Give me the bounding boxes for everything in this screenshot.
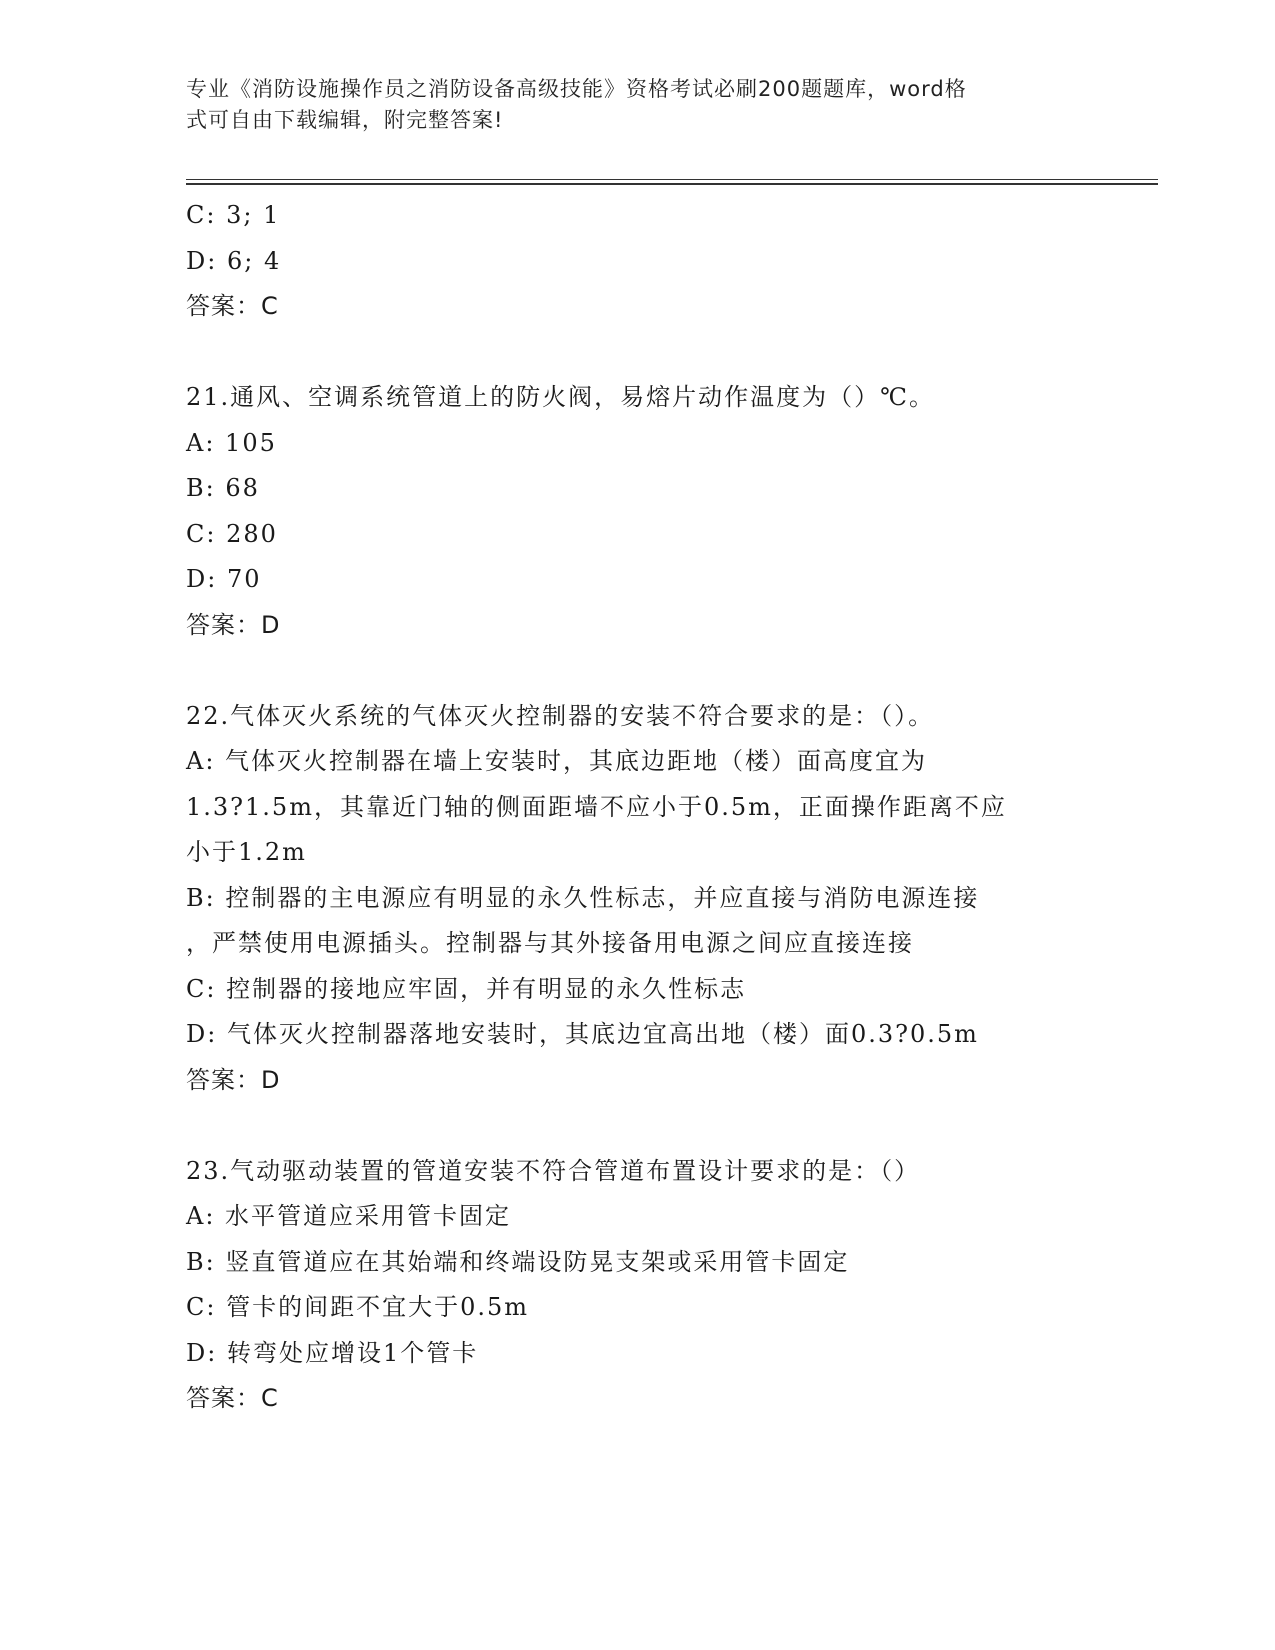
option-c: C: 控制器的接地应牢固，并有明显的永久性标志 bbox=[186, 974, 747, 1003]
question-text: 22.气体灭火系统的气体灭火控制器的安装不符合要求的是：（）。 bbox=[186, 701, 935, 730]
option-b: B: 竖直管道应在其始端和终端设防晃支架或采用管卡固定 bbox=[186, 1247, 850, 1276]
option-d: D: 气体灭火控制器落地安装时，其底边宜高出地（楼）面0.3?0.5m bbox=[186, 1020, 979, 1048]
question-text: 23.气动驱动装置的管道安装不符合管道布置设计要求的是：（） bbox=[186, 1156, 921, 1185]
option-d: D: 6; 4 bbox=[186, 246, 282, 275]
question-text: 21.通风、空调系统管道上的防火阀，易熔片动作温度为（）℃。 bbox=[186, 383, 936, 411]
prev-question-tail bbox=[186, 193, 1086, 330]
option-c: C: 3; 1 bbox=[186, 201, 281, 229]
header-line-1: 专业《消防设施操作员之消防设备高级技能》资格考试必刷200题题库，word格 bbox=[186, 77, 967, 101]
spacer bbox=[186, 330, 1086, 376]
question-21 bbox=[186, 375, 1086, 648]
document-header bbox=[186, 74, 1066, 136]
option-c: C: 管卡的间距不宜大于0.5m bbox=[186, 1293, 530, 1321]
option-c: C: 280 bbox=[186, 519, 278, 548]
spacer bbox=[186, 648, 1086, 694]
answer: 答案：D bbox=[186, 1065, 281, 1094]
question-22 bbox=[186, 694, 1086, 1104]
option-a-line-3: 小于1.2m bbox=[186, 838, 307, 866]
question-23 bbox=[186, 1149, 1086, 1422]
question-list bbox=[186, 193, 1086, 1422]
header-divider-thick bbox=[186, 183, 1158, 185]
header-line-2: 式可自由下载编辑，附完整答案! bbox=[186, 108, 504, 132]
option-d: D: 转弯处应增设1个管卡 bbox=[186, 1338, 479, 1367]
option-a: A: 水平管道应采用管卡固定 bbox=[186, 1202, 512, 1230]
option-a-line-1: A: 气体灭火控制器在墙上安装时，其底边距地（楼）面高度宜为 bbox=[186, 747, 928, 775]
spacer bbox=[186, 1103, 1086, 1149]
answer: 答案：C bbox=[186, 1384, 279, 1412]
answer: 答案：C bbox=[186, 292, 279, 320]
option-d: D: 70 bbox=[186, 565, 262, 593]
answer: 答案：D bbox=[186, 610, 281, 639]
option-a: A: 105 bbox=[186, 428, 277, 457]
header-divider-thin bbox=[186, 179, 1158, 180]
option-b-line-2: ，严禁使用电源插头。控制器与其外接备用电源之间应直接连接 bbox=[186, 929, 914, 957]
option-b: B: 68 bbox=[186, 474, 260, 502]
option-a-line-2: 1.3?1.5m，其靠近门轴的侧面距墙不应小于0.5m，正面操作距离不应 bbox=[186, 792, 1007, 821]
option-b-line-1: B: 控制器的主电源应有明显的永久性标志，并应直接与消防电源连接 bbox=[186, 883, 980, 912]
